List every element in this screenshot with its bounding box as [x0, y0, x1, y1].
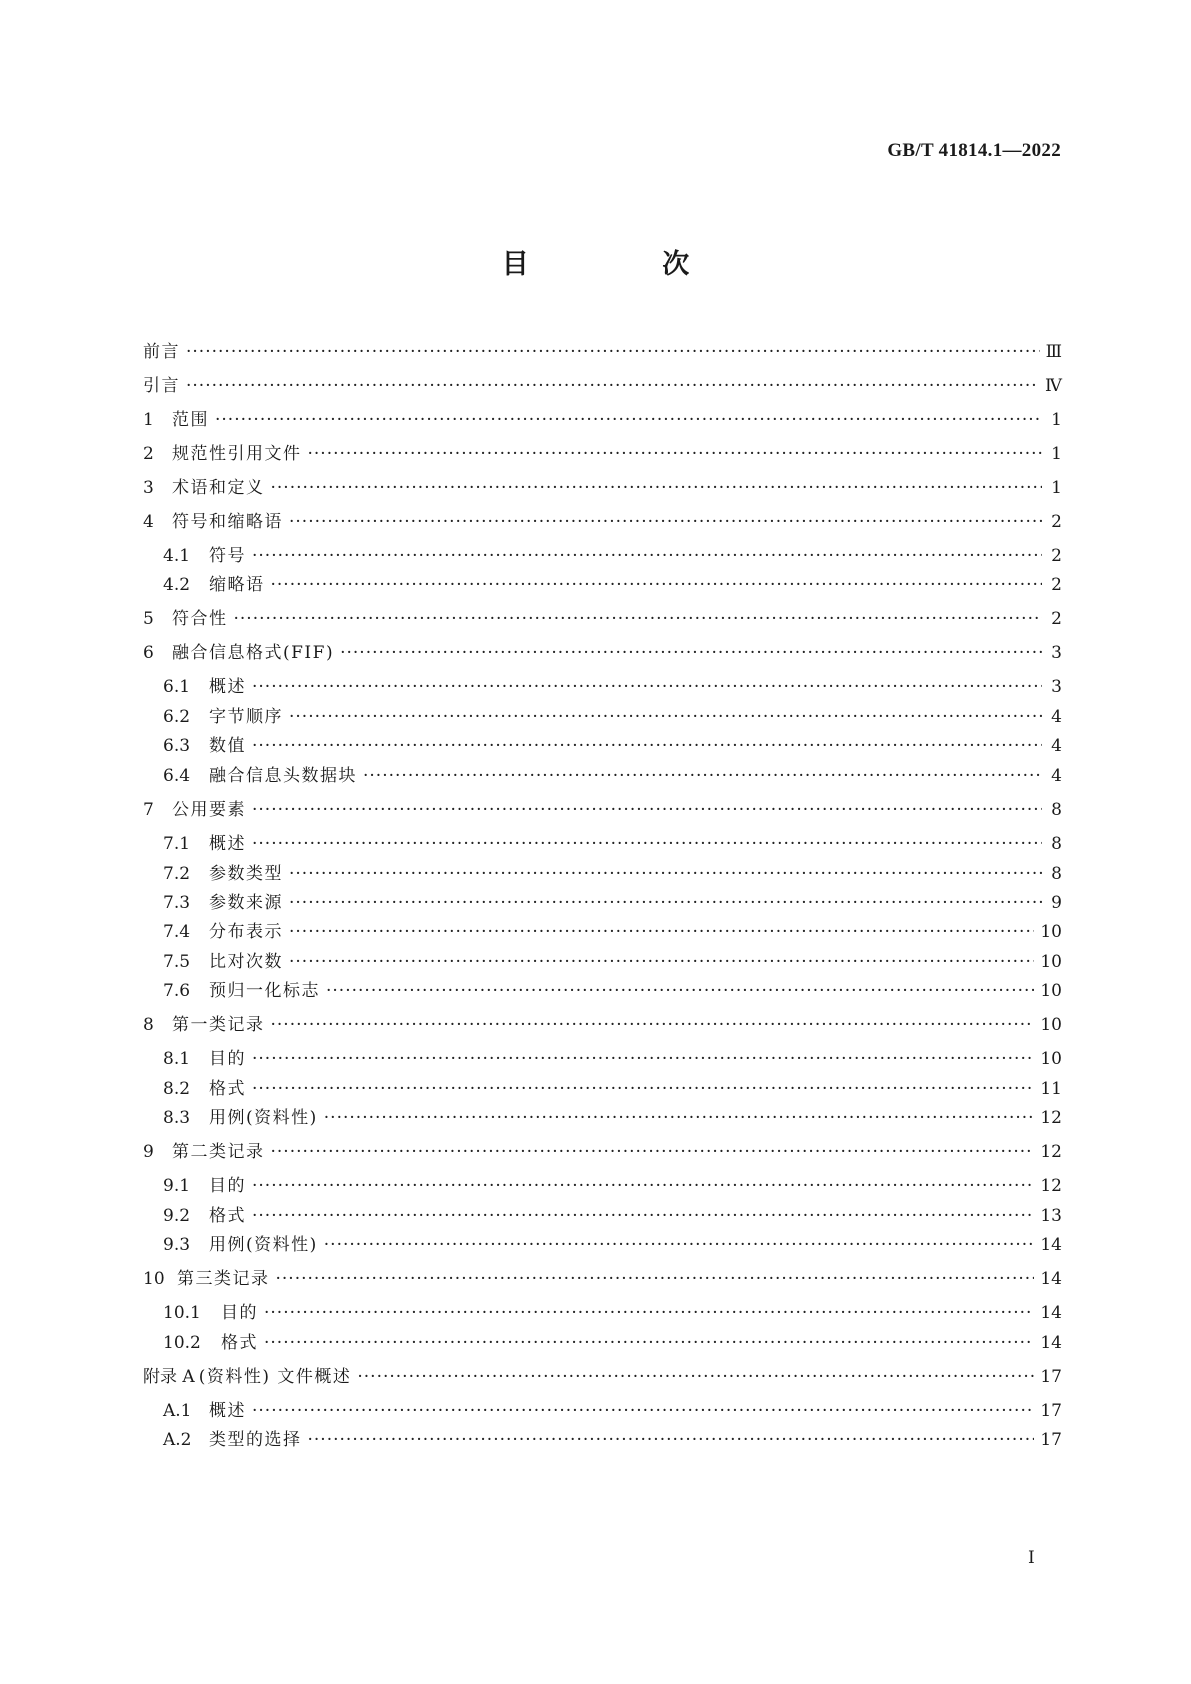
dot-leader [276, 1267, 1035, 1291]
toc-entry[interactable] [143, 442, 1062, 466]
toc-entry-number: 4 [143, 512, 154, 532]
toc-entry-page: 12 [1040, 1176, 1062, 1196]
dot-leader [252, 675, 1042, 699]
toc-entry-number: 7.2 [163, 864, 191, 884]
toc-entry-title: 比对次数 [209, 952, 283, 972]
toc-entry-number: 8.2 [163, 1079, 191, 1099]
toc-entry-number: 7.5 [163, 952, 191, 972]
toc-entry-title: 符号和缩略语 [172, 512, 283, 532]
toc-entry-page: 2 [1051, 609, 1062, 629]
toc-entry[interactable] [163, 1331, 1062, 1355]
toc-entry-number: 5 [143, 609, 154, 629]
toc-entry-page: 12 [1040, 1108, 1062, 1128]
standard-number: GB/T 41814.1—2022 [887, 140, 1061, 161]
toc-entry-title: 符合性 [172, 609, 228, 629]
toc-entry[interactable] [163, 573, 1062, 597]
toc-entry[interactable] [163, 979, 1062, 1003]
toc-entry-page: 10 [1040, 952, 1062, 972]
toc-entry[interactable] [163, 832, 1062, 856]
dot-leader [289, 891, 1042, 915]
toc-entry-title: 范围 [172, 410, 209, 430]
toc-entry[interactable] [163, 734, 1062, 758]
toc-entry-title: 概述 [209, 1401, 246, 1421]
toc-title: 目 次 [501, 249, 752, 280]
toc-entry-title: 目的 [209, 1049, 246, 1069]
toc-entry-page: 11 [1040, 1079, 1062, 1099]
toc-entry[interactable] [143, 641, 1062, 665]
dot-leader [271, 573, 1043, 597]
dot-leader [289, 862, 1042, 886]
toc-entry[interactable] [163, 675, 1062, 699]
toc-entry-title: (资料性) 文件概述 [198, 1367, 352, 1387]
toc-entry-number: 6.3 [163, 736, 191, 756]
dot-leader [252, 832, 1042, 856]
dot-leader [252, 798, 1042, 822]
toc-entry-title: 参数来源 [209, 893, 283, 913]
toc-entry[interactable] [143, 607, 1062, 631]
toc-entry-number: 7 [143, 800, 154, 820]
toc-entry-number: 6.1 [163, 677, 191, 697]
toc-entry-page: 14 [1040, 1269, 1062, 1289]
dot-leader [252, 544, 1042, 568]
dot-leader [363, 764, 1042, 788]
toc-entry-title: 数值 [209, 736, 246, 756]
toc-entry[interactable] [163, 1301, 1062, 1325]
toc-entry-number: 9.3 [163, 1235, 191, 1255]
dot-leader [215, 408, 1042, 432]
toc-entry-number: 10.1 [163, 1303, 201, 1323]
toc-entry[interactable] [143, 798, 1062, 822]
toc-entry[interactable] [163, 1077, 1062, 1101]
toc-entry-page: 17 [1040, 1367, 1062, 1387]
toc-entry-page: 3 [1051, 643, 1062, 663]
toc-entry-title: 公用要素 [172, 800, 246, 820]
toc-entry-page: 2 [1051, 575, 1062, 595]
toc-entry-number: 9.2 [163, 1206, 191, 1226]
toc-entry-number: 7.3 [163, 893, 191, 913]
toc-entry-title: 预归一化标志 [209, 981, 320, 1001]
toc-entry-page: Ⅳ [1045, 376, 1062, 396]
toc-entry-page: 13 [1040, 1206, 1062, 1226]
dot-leader [308, 442, 1043, 466]
toc-entry-number: 7.4 [163, 922, 191, 942]
dot-leader [340, 641, 1042, 665]
toc-entry-number: 10.2 [163, 1333, 201, 1353]
toc-entry-number: 3 [143, 478, 154, 498]
toc-entry-number: 4.1 [163, 546, 191, 566]
toc-entry-number: 附录 A [143, 1367, 195, 1387]
dot-leader [289, 705, 1042, 729]
dot-leader [326, 979, 1034, 1003]
toc-entry-title: 概述 [209, 677, 246, 697]
toc-entry-number: 9 [143, 1142, 154, 1162]
toc-entry-title: 格式 [221, 1333, 258, 1353]
toc-entry-page: 14 [1040, 1303, 1062, 1323]
toc-entry-title: 目的 [209, 1176, 246, 1196]
toc-entry-page: 1 [1051, 410, 1062, 430]
toc-entry-title: 字节顺序 [209, 707, 283, 727]
toc-entry-page: Ⅲ [1045, 342, 1062, 362]
toc-entry-title: 目的 [221, 1303, 258, 1323]
toc-entry-title: 融合信息头数据块 [209, 766, 357, 786]
toc-entry-page: 1 [1051, 478, 1062, 498]
toc-entry-page: 1 [1051, 444, 1062, 464]
toc-entry[interactable] [163, 891, 1062, 915]
dot-leader [271, 1013, 1035, 1037]
toc-entry-number: 2 [143, 444, 154, 464]
toc-entry[interactable] [143, 374, 1062, 398]
toc-entry-title: 前言 [143, 342, 180, 362]
toc-entry[interactable] [143, 1267, 1062, 1291]
dot-leader [252, 1077, 1034, 1101]
toc-entry-page: 8 [1051, 864, 1062, 884]
toc-entry[interactable] [163, 950, 1062, 974]
toc-entry-title: 术语和定义 [172, 478, 265, 498]
toc-entry-title: 用例(资料性) [209, 1108, 318, 1128]
dot-leader [234, 607, 1043, 631]
toc-entry-page: 2 [1051, 546, 1062, 566]
toc-entry[interactable] [163, 764, 1062, 788]
toc-entry[interactable] [143, 1365, 1062, 1389]
toc-entry-title: 第三类记录 [177, 1269, 270, 1289]
toc-entry-page: 10 [1040, 1015, 1062, 1035]
toc-entry-page: 4 [1051, 736, 1062, 756]
dot-leader [252, 1204, 1034, 1228]
toc-entry-title: 格式 [209, 1079, 246, 1099]
dot-leader [324, 1106, 1035, 1130]
toc-entry[interactable] [163, 1428, 1062, 1452]
toc-entry[interactable] [163, 920, 1062, 944]
toc-entry-title: 规范性引用文件 [172, 444, 302, 464]
toc-entry[interactable] [163, 1204, 1062, 1228]
toc-entry-page: 10 [1040, 981, 1062, 1001]
dot-leader [264, 1301, 1034, 1325]
toc-entry-number: 7.1 [163, 834, 191, 854]
toc-entry-number: 9.1 [163, 1176, 191, 1196]
toc-entry[interactable] [143, 1140, 1062, 1164]
dot-leader [289, 920, 1034, 944]
toc-entry-page: 3 [1051, 677, 1062, 697]
toc-entry-page: 12 [1040, 1142, 1062, 1162]
toc-entry-page: 4 [1051, 707, 1062, 727]
toc-entry-page: 8 [1051, 800, 1062, 820]
toc-entry[interactable] [143, 476, 1062, 500]
toc-entry[interactable] [143, 1013, 1062, 1037]
dot-leader [271, 476, 1043, 500]
toc-entry-title: 第二类记录 [172, 1142, 265, 1162]
toc-entry[interactable] [163, 862, 1062, 886]
toc-entry-title: 格式 [209, 1206, 246, 1226]
toc-entry-number: 4.2 [163, 575, 191, 595]
toc-entry-number: A.1 [163, 1401, 192, 1421]
toc-entry[interactable] [143, 340, 1062, 364]
toc-entry-title: 类型的选择 [209, 1430, 302, 1450]
toc-entry[interactable] [163, 1233, 1062, 1257]
toc-entry-page: 4 [1051, 766, 1062, 786]
toc-entry-number: A.2 [163, 1430, 192, 1450]
toc-entry-title: 符号 [209, 546, 246, 566]
toc-entry-title: 分布表示 [209, 922, 283, 942]
dot-leader [252, 734, 1042, 758]
dot-leader [186, 340, 1040, 364]
toc-entry-title: 第一类记录 [172, 1015, 265, 1035]
toc-entry[interactable] [163, 1047, 1062, 1071]
toc-entry-page: 2 [1051, 512, 1062, 532]
toc-entry[interactable] [143, 510, 1062, 534]
toc-entry[interactable] [163, 705, 1062, 729]
toc-entry[interactable] [163, 1399, 1062, 1423]
toc-entry-number: 6.4 [163, 766, 191, 786]
dot-leader [271, 1140, 1035, 1164]
toc-entry-number: 6 [143, 643, 154, 663]
toc-entry-number: 8.1 [163, 1049, 191, 1069]
toc-entry-number: 6.2 [163, 707, 191, 727]
dot-leader [308, 1428, 1035, 1452]
toc-entry-page: 17 [1040, 1430, 1062, 1450]
dot-leader [289, 510, 1042, 534]
toc-entry[interactable] [163, 544, 1062, 568]
dot-leader [357, 1365, 1034, 1389]
dot-leader [252, 1174, 1034, 1198]
dot-leader [252, 1047, 1034, 1071]
toc-entry-page: 10 [1040, 1049, 1062, 1069]
toc-entry-page: 9 [1051, 893, 1062, 913]
toc-entry-page: 14 [1040, 1235, 1062, 1255]
toc-entry-title: 概述 [209, 834, 246, 854]
toc-entry-title: 用例(资料性) [209, 1235, 318, 1255]
toc-entry-title: 融合信息格式(FIF) [172, 643, 335, 663]
dot-leader [252, 1399, 1034, 1423]
toc-entry-number: 7.6 [163, 981, 191, 1001]
dot-leader [186, 374, 1039, 398]
toc-entry-page: 14 [1040, 1333, 1062, 1353]
dot-leader [289, 950, 1034, 974]
toc-entry-title: 引言 [143, 376, 180, 396]
toc-entry-number: 1 [143, 410, 154, 430]
toc-entry-number: 8 [143, 1015, 154, 1035]
toc-entry-page: 10 [1040, 922, 1062, 942]
toc-entry-number: 10 [143, 1269, 165, 1289]
toc-entry[interactable] [143, 408, 1062, 432]
toc-entry-page: 17 [1040, 1401, 1062, 1421]
toc-entry-title: 缩略语 [209, 575, 265, 595]
toc-entry-page: 8 [1051, 834, 1062, 854]
toc-entry[interactable] [163, 1174, 1062, 1198]
toc-entry-title: 参数类型 [209, 864, 283, 884]
toc-entry[interactable] [163, 1106, 1062, 1130]
toc-entry-number: 8.3 [163, 1108, 191, 1128]
page-number: I [1028, 1548, 1035, 1568]
dot-leader [324, 1233, 1035, 1257]
dot-leader [264, 1331, 1034, 1355]
